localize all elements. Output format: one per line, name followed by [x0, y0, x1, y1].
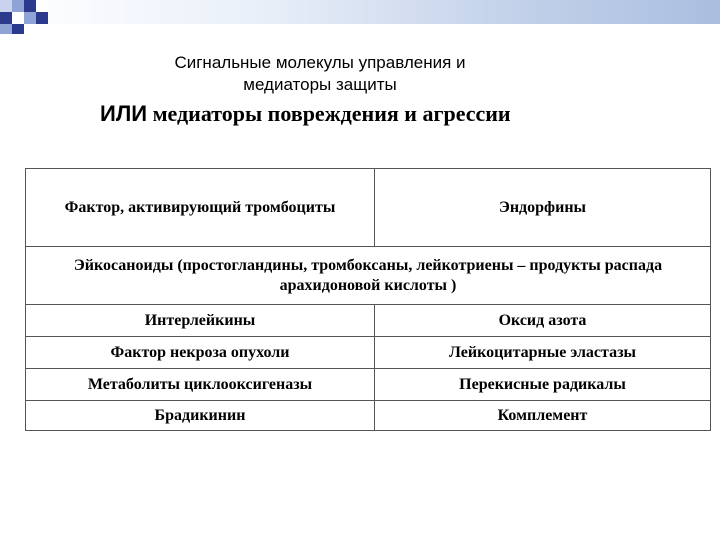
subtitle-lead: ИЛИ: [100, 101, 148, 126]
table-cell-wide: Эйкосаноиды (простогландины, тромбоксаны, лейкотриены – продукты распада арахидоновой кислоты ): [26, 247, 711, 305]
decorative-square: [24, 0, 36, 12]
table-row: [26, 305, 711, 337]
table-row: [26, 401, 711, 431]
table-row: [26, 247, 711, 305]
decorative-square: [36, 12, 48, 24]
decorative-square: [24, 12, 36, 24]
table-cell: Фактор некроза опухоли: [26, 337, 375, 369]
decorative-square: [0, 0, 12, 12]
table-cell: Оксид азота: [375, 305, 711, 337]
table-cell: Перекисные радикалы: [375, 369, 711, 401]
decorative-square: [12, 0, 24, 12]
table-row: [26, 369, 711, 401]
page-title-line-1: Сигнальные молекулы управления и: [174, 53, 466, 72]
decorative-square: [36, 0, 48, 12]
mediators-table: [25, 168, 711, 431]
decorative-square: [0, 24, 12, 34]
decorative-square: [0, 12, 12, 24]
table-cell: Метаболиты циклооксигеназы: [26, 369, 375, 401]
table-cell: Брадикинин: [26, 401, 375, 431]
table-cell: Эндорфины: [375, 169, 711, 247]
table-row: [26, 169, 711, 247]
table-cell: Комплемент: [375, 401, 711, 431]
decorative-header-bar: [0, 0, 720, 24]
page-subtitle: [100, 101, 511, 127]
table-cell: Фактор, активирующий тромбоциты: [26, 169, 375, 247]
page-title-line-2: медиаторы защиты: [243, 75, 397, 94]
decorative-square: [12, 24, 24, 34]
table-cell: Лейкоцитарные эластазы: [375, 337, 711, 369]
table-cell: Интерлейкины: [26, 305, 375, 337]
table-row: [26, 337, 711, 369]
decorative-square: [12, 12, 24, 24]
subtitle-text: медиаторы повреждения и агрессии: [147, 101, 511, 126]
